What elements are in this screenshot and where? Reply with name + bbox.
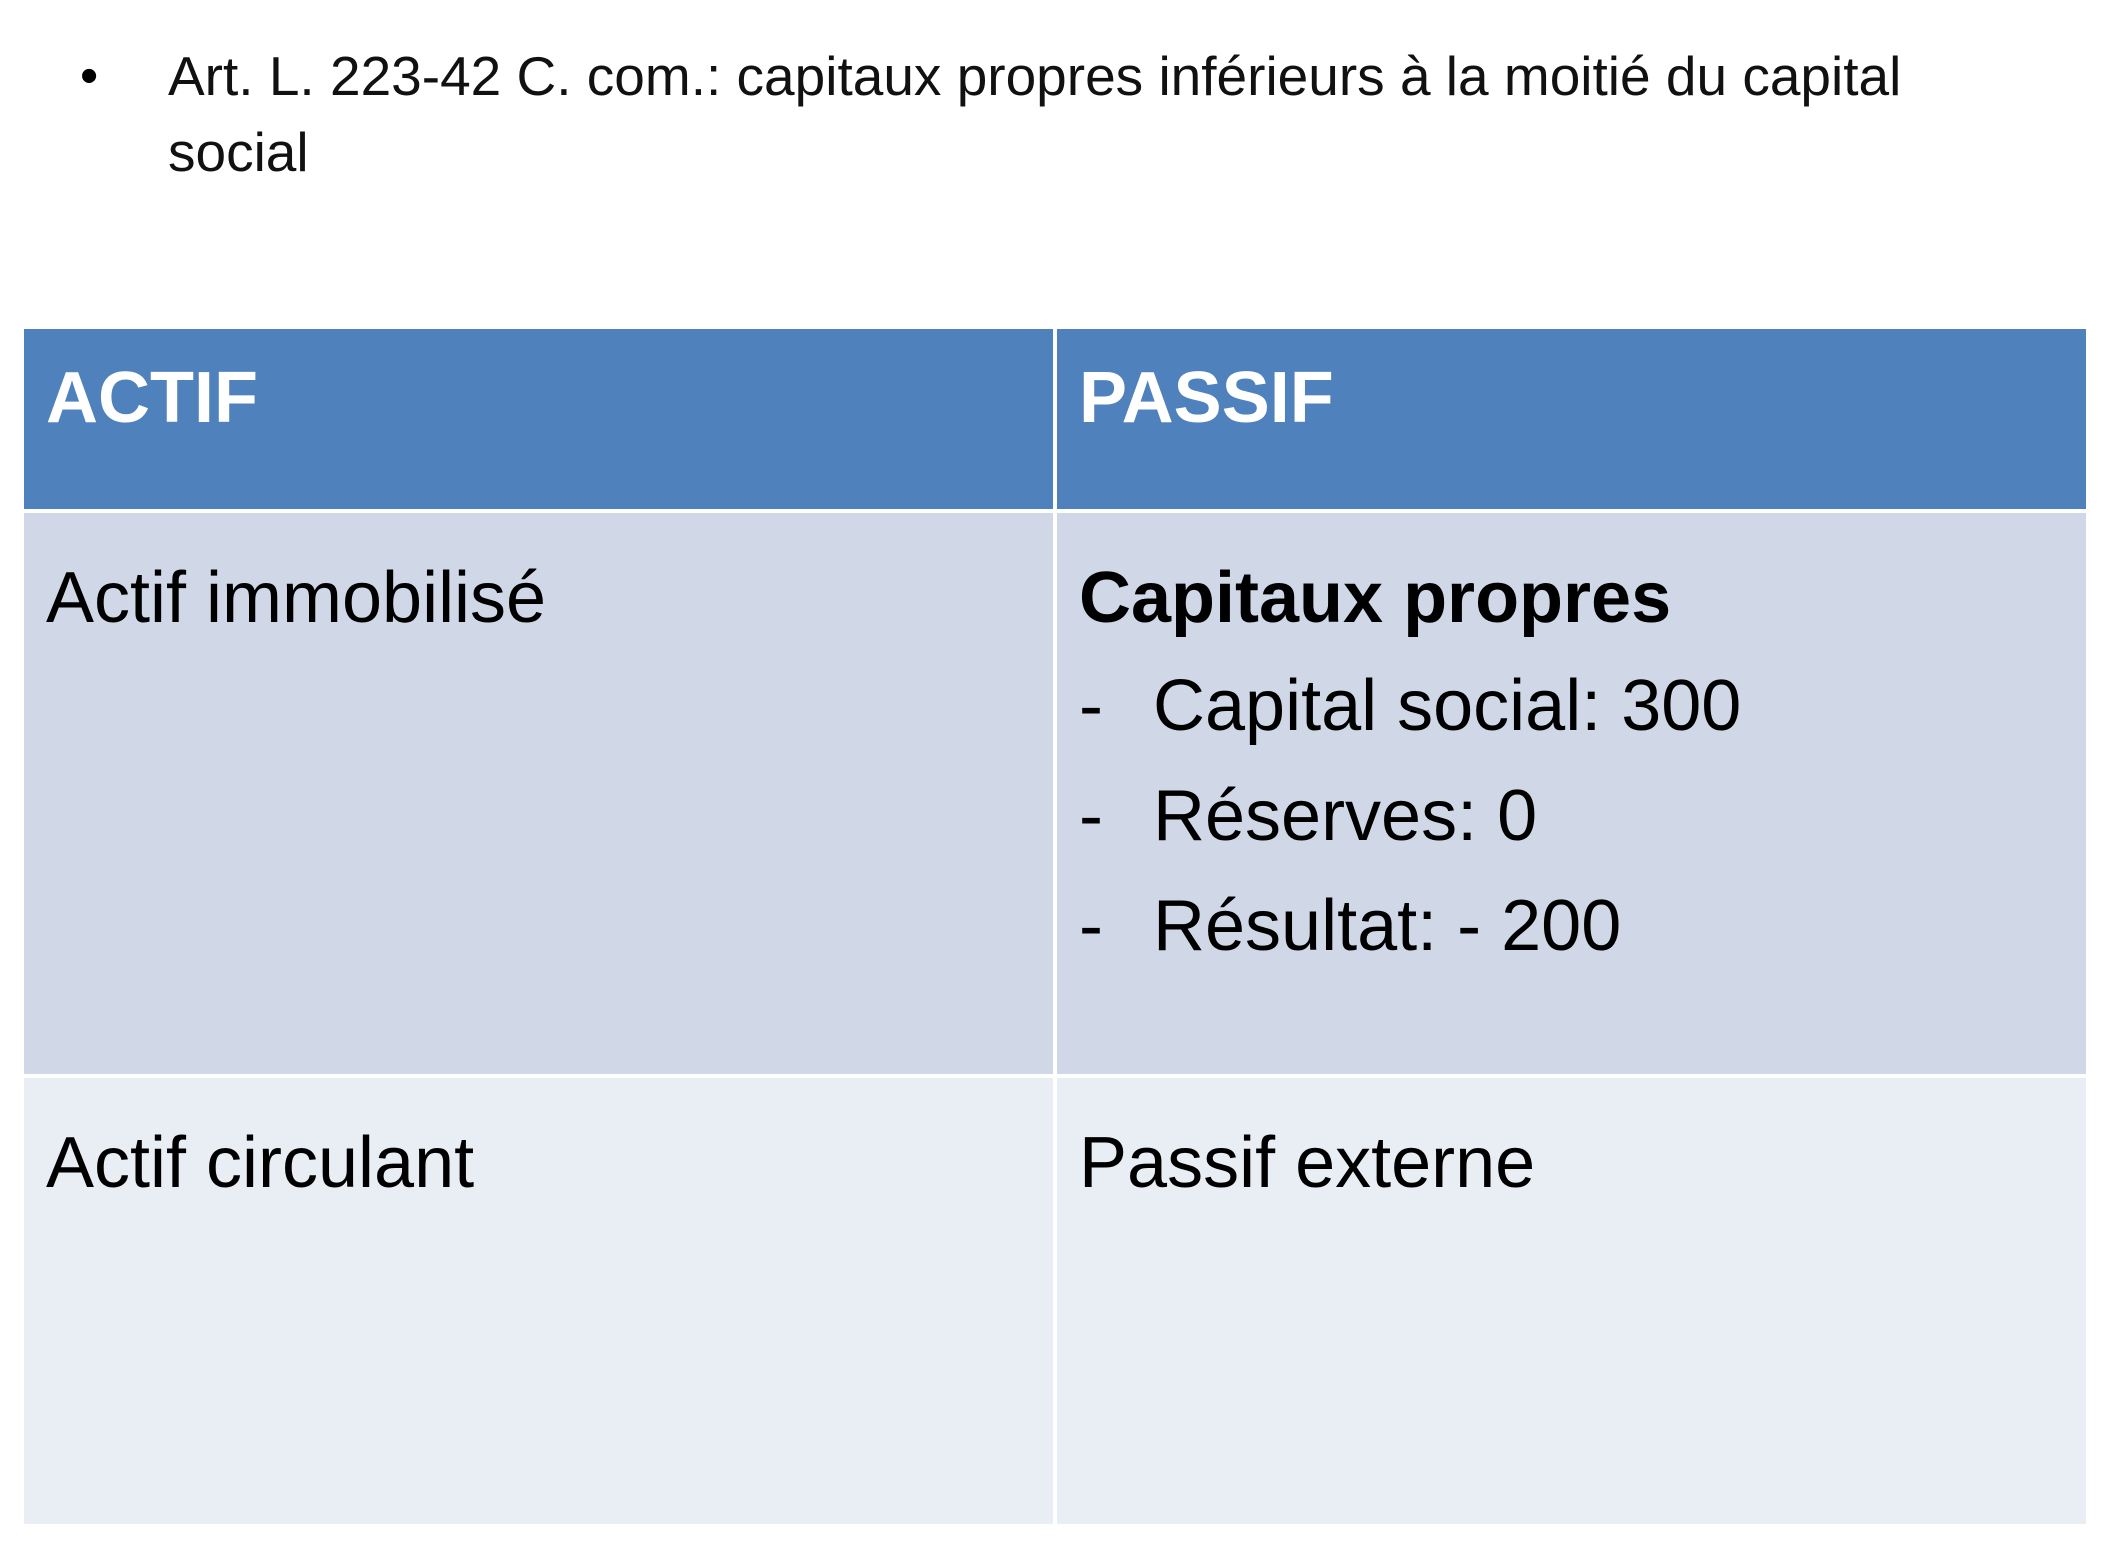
capital-social-text: Capital social: 300 bbox=[1153, 666, 1742, 746]
capitaux-propres-heading: Capitaux propres bbox=[1079, 558, 1672, 638]
table-header-row bbox=[22, 327, 2088, 511]
cell-passif-externe bbox=[1055, 1076, 2088, 1526]
table-row bbox=[22, 1076, 2088, 1526]
balance-sheet-table bbox=[20, 325, 2090, 1528]
passif-externe-label: Passif externe bbox=[1079, 1123, 1536, 1203]
header-passif: PASSIF bbox=[1055, 327, 2088, 511]
dash-marker: - bbox=[1079, 666, 1103, 746]
cell-actif-immobilise bbox=[22, 511, 1055, 1076]
cell-capitaux-propres bbox=[1055, 511, 2088, 1076]
table-row bbox=[22, 511, 2088, 1076]
bullet-item bbox=[80, 38, 2060, 190]
actif-immobilise-label: Actif immobilisé bbox=[46, 558, 547, 638]
list-item bbox=[1079, 871, 2086, 981]
resultat-text: Résultat: - 200 bbox=[1153, 886, 1622, 966]
dash-marker: - bbox=[1079, 886, 1103, 966]
list-item bbox=[1079, 651, 2086, 761]
dash-marker: - bbox=[1079, 776, 1103, 856]
cell-actif-circulant bbox=[22, 1076, 1055, 1526]
list-item bbox=[1079, 761, 2086, 871]
header-actif: ACTIF bbox=[22, 327, 1055, 511]
reserves-text: Réserves: 0 bbox=[1153, 776, 1538, 856]
actif-circulant-label: Actif circulant bbox=[46, 1123, 475, 1203]
bullet-text: Art. L. 223-42 C. com.: capitaux propres inférieurs à la moitié du capital social bbox=[168, 45, 1902, 183]
bullet-symbol: • bbox=[80, 47, 99, 105]
capitaux-propres-list bbox=[1079, 651, 2086, 981]
